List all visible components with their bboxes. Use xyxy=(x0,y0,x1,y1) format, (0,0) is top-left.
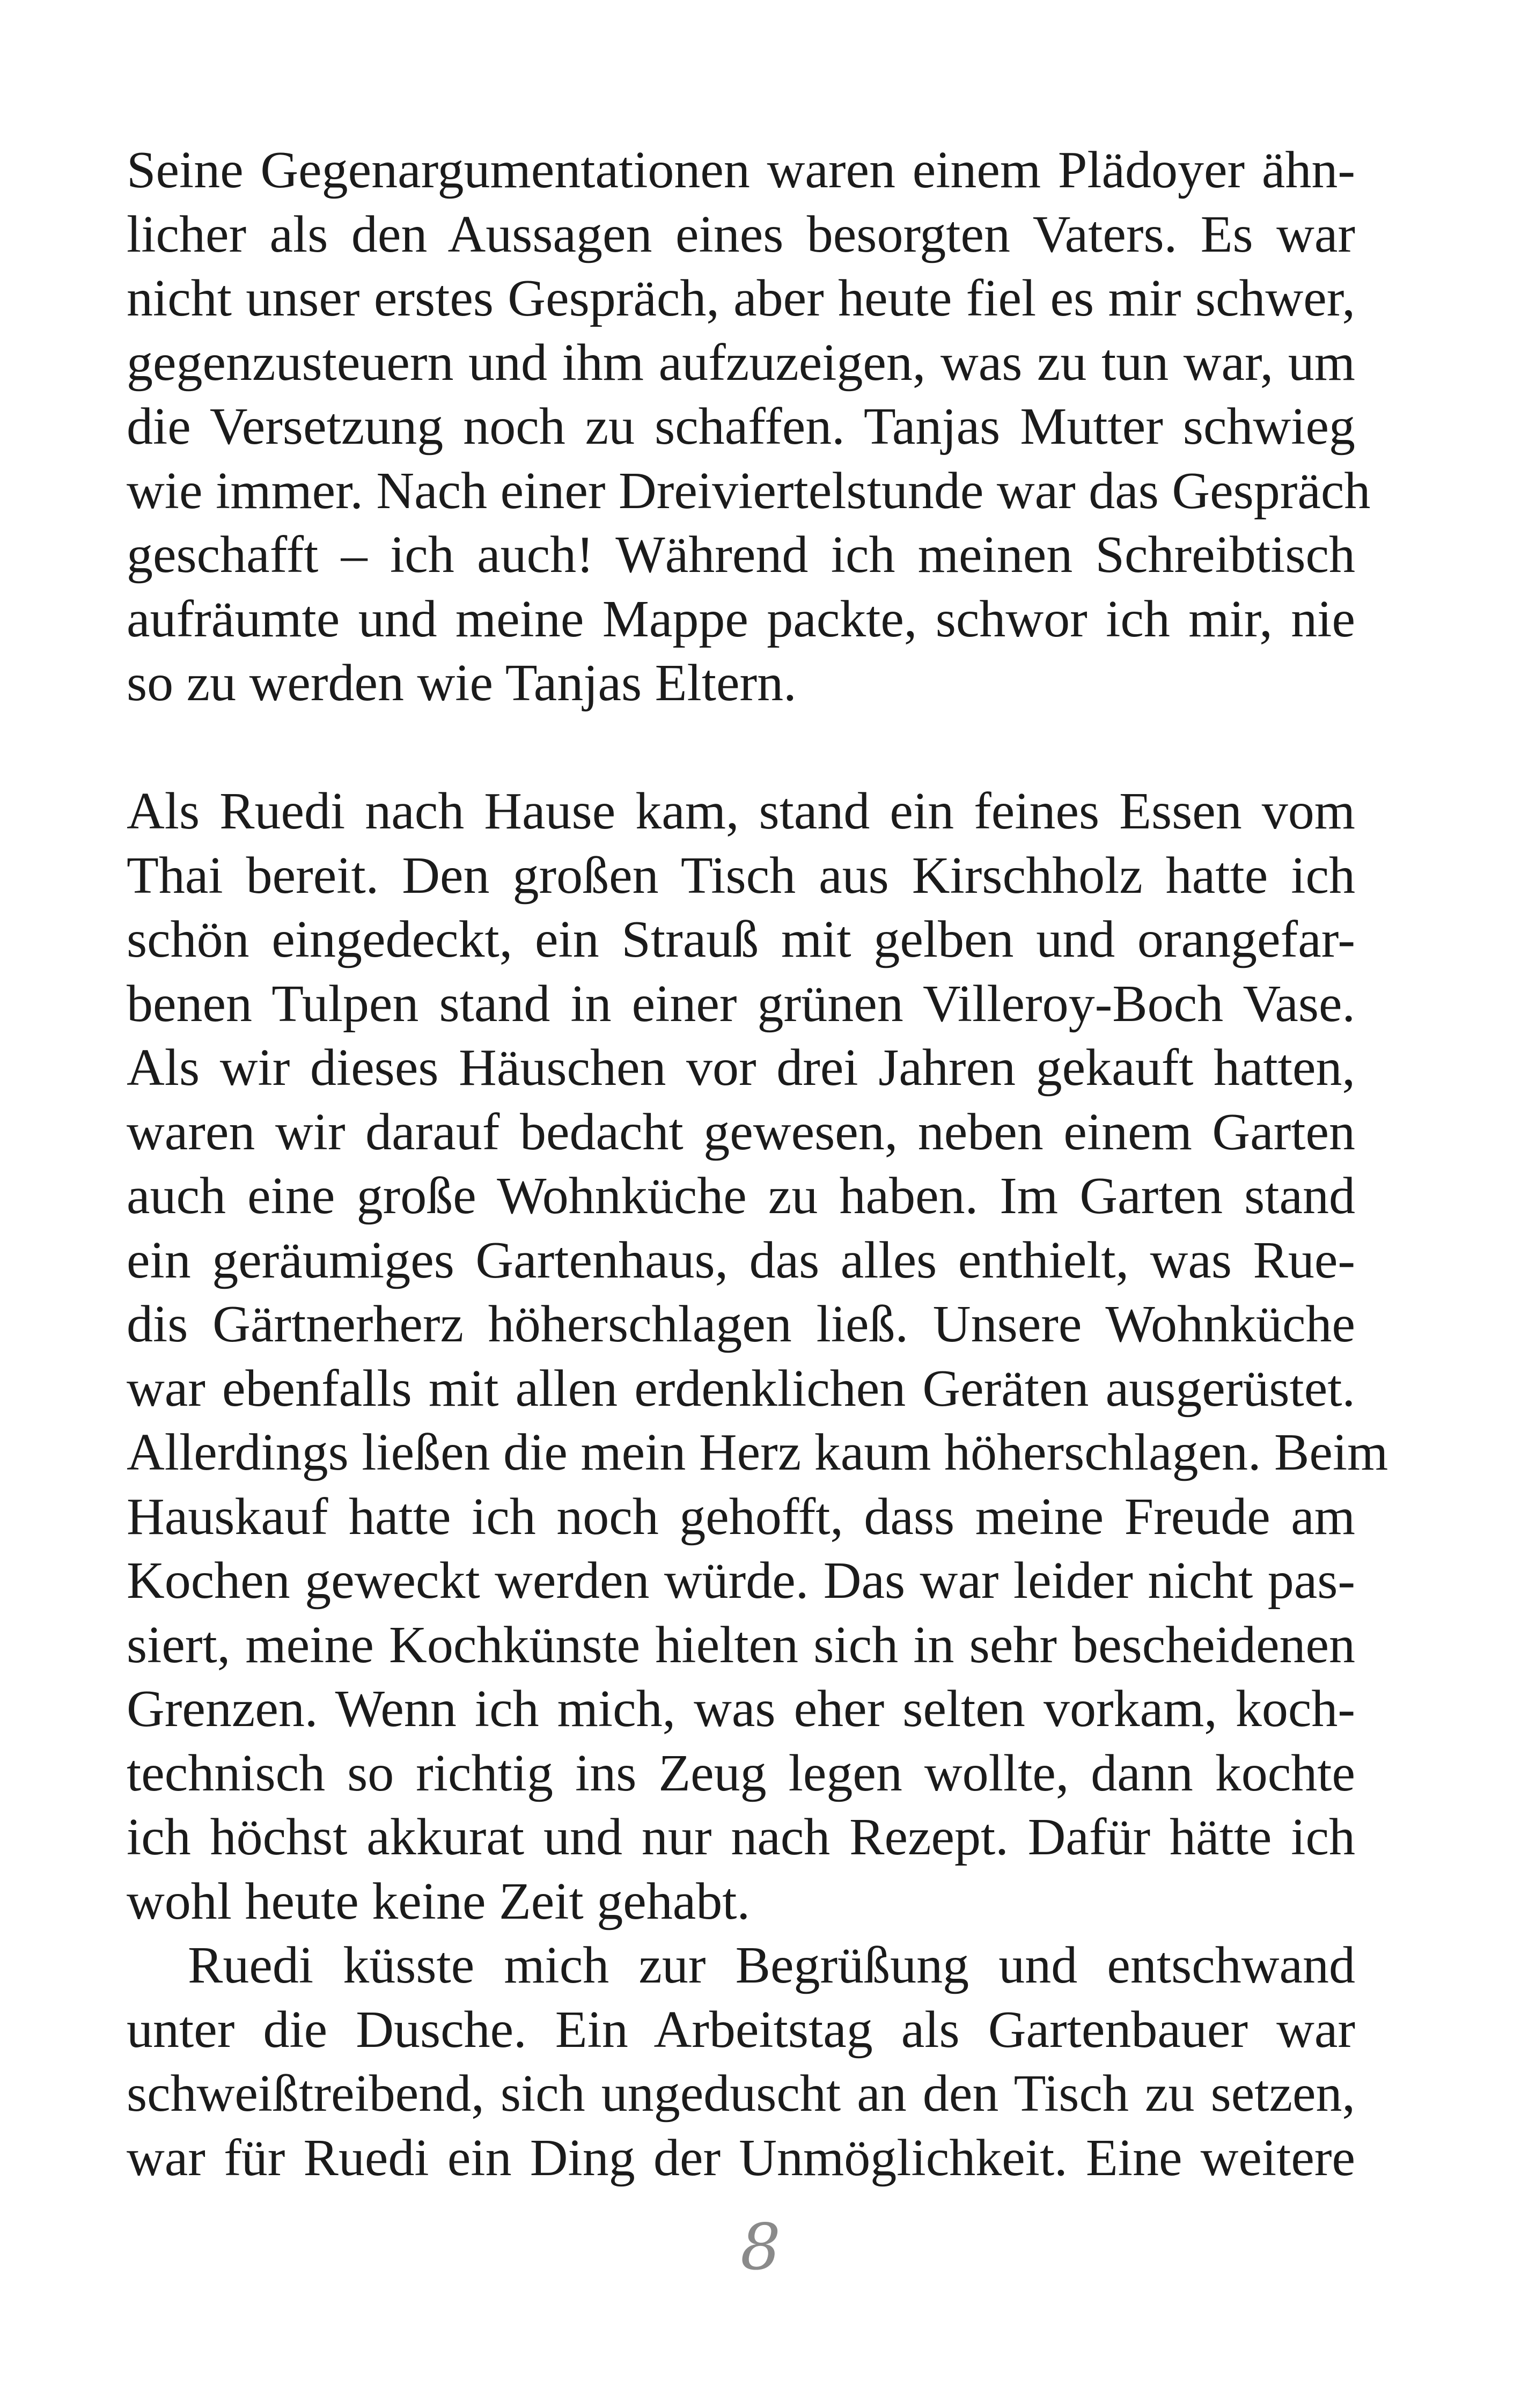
text-line: wie immer. Nach einer Dreiviertelstunde war das Gespräch xyxy=(127,461,1371,520)
text-line: Kochen geweckt werden würde. Das war leider nicht pas- xyxy=(127,1552,1355,1610)
text-line: gegenzusteuern und ihm aufzuzeigen, was zu tun war, um xyxy=(127,333,1355,392)
text-line: technisch so richtig ins Zeug legen wollte, dann kochte xyxy=(127,1744,1355,1802)
text-line: ich höchst akkurat und nur nach Rezept. Dafür hätte ich xyxy=(127,1808,1355,1866)
section-break xyxy=(127,716,1355,780)
text-line: so zu werden wie Tanjas Eltern. xyxy=(127,654,797,712)
text-line: nicht unser erstes Gespräch, aber heute fiel es mir schwer, xyxy=(127,269,1355,327)
text-line: Hauskauf hatte ich noch gehofft, dass meine Freude am xyxy=(127,1487,1355,1546)
text-line: siert, meine Kochkünste hielten sich in sehr bescheidenen xyxy=(127,1616,1355,1674)
text-line: licher als den Aussagen eines besorgten Vaters. Es war xyxy=(127,205,1355,263)
text-line: Thai bereit. Den großen Tisch aus Kirschholz hatte ich xyxy=(127,846,1355,905)
text-line: war ebenfalls mit allen erdenklichen Geräten ausgerüstet. xyxy=(127,1359,1355,1418)
text-line: die Versetzung noch zu schaffen. Tanjas Mutter schwieg xyxy=(127,398,1355,456)
text-line: Seine Gegenargumentationen waren einem Plädoyer ähn- xyxy=(127,141,1355,199)
text-block xyxy=(127,138,1388,2190)
text-line: Als wir dieses Häuschen vor drei Jahren gekauft hatten, xyxy=(127,1039,1355,1097)
text-line: Ruedi küsste mich zur Begrüßung und entschwand xyxy=(188,1936,1355,1994)
text-line: geschafft – ich auch! Während ich meinen Schreibtisch xyxy=(127,526,1355,584)
text-line: war für Ruedi ein Ding der Unmöglichkeit. Eine weitere xyxy=(127,2128,1355,2187)
paragraph-3 xyxy=(127,1934,1355,2190)
text-line: wohl heute keine Zeit gehabt. xyxy=(127,1872,750,1930)
text-line: waren wir darauf bedacht gewesen, neben einem Garten xyxy=(127,1103,1355,1161)
text-line: schweißtreibend, sich ungeduscht an den Tisch zu setzen, xyxy=(127,2065,1355,2123)
page-number: 8 xyxy=(740,2210,781,2284)
text-line: Als Ruedi nach Hause kam, stand ein feines Essen vom xyxy=(127,782,1355,840)
paragraph-1 xyxy=(127,138,1371,716)
text-line: ein geräumiges Gartenhaus, das alles enthielt, was Rue- xyxy=(127,1231,1355,1289)
paragraph-2 xyxy=(127,780,1388,1934)
text-line: auch eine große Wohnküche zu haben. Im Garten stand xyxy=(127,1167,1355,1225)
text-line: unter die Dusche. Ein Arbeitstag als Gartenbauer war xyxy=(127,2000,1355,2059)
text-line: schön eingedeckt, ein Strauß mit gelben und orangefar- xyxy=(127,911,1355,968)
text-line: aufräumte und meine Mappe packte, schwor ich mir, nie xyxy=(127,590,1355,648)
text-line: dis Gärtnerherz höherschlagen ließ. Unsere Wohnküche xyxy=(127,1295,1355,1353)
text-line: benen Tulpen stand in einer grünen Villeroy-Boch Vase. xyxy=(127,974,1355,1033)
text-line: Allerdings ließen die mein Herz kaum höherschlagen. Beim xyxy=(127,1423,1388,1481)
text-line: Grenzen. Wenn ich mich, was eher selten vorkam, koch- xyxy=(127,1680,1355,1738)
